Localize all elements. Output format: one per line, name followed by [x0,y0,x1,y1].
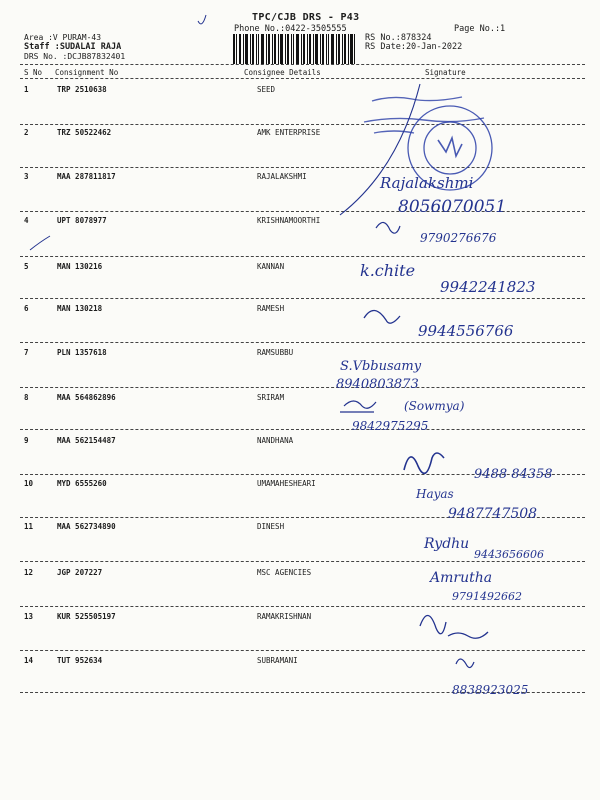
row-serial-number: 8 [24,393,29,402]
drs-number: DRS No. :DCJB87832401 [24,52,126,61]
row-serial-number: 2 [24,128,29,137]
row-divider [20,298,585,299]
table-row [0,348,600,368]
scribble-line [30,236,50,250]
handwritten-phone-14: 8838923025 [452,683,529,697]
row-consignment-number: PLN 1357618 [57,348,107,357]
row-consignee-name: MSC AGENCIES [257,568,312,577]
row-consignee-name: DINESH [257,522,285,531]
row-consignment-number: MAA 562154487 [57,436,116,445]
handwritten-phone-8: 9842975295 [352,419,429,433]
row-serial-number: 10 [24,479,34,488]
row-consignee-name: RAMSUBBU [257,348,294,357]
table-row [0,172,600,192]
handwritten-phone-7: 8940803873 [336,377,419,392]
col-header-sno: S No [24,68,43,77]
table-row [0,656,600,676]
table-row [0,479,600,499]
row-divider [20,211,585,212]
row-divider [20,606,585,607]
row-serial-number: 11 [24,522,34,531]
row-consignment-number: TRZ 50522462 [57,128,112,137]
row-consignee-name: SEED [257,85,276,94]
row-consignee-name: SRIRAM [257,393,285,402]
area-label: Area :V PURAM-43 [24,33,102,42]
row-divider [20,692,585,693]
handwritten-phone-11: 9443656606 [474,548,544,561]
row-divider [20,517,585,518]
handwritten-name-11: Rydhu [424,536,470,552]
row-serial-number: 1 [24,85,29,94]
table-row [0,85,600,105]
handwritten-name-7: S.Vbbusamy [340,359,422,374]
row-divider [20,387,585,388]
handwritten-name-3: Rajalakshmi [380,174,474,192]
table-row [0,522,600,542]
row-consignee-name: KRISHNAMOORTHI [257,216,321,225]
row-consignee-name: NANDHANA [257,436,294,445]
phone-number: Phone No.:0422-3505555 [234,24,347,34]
row-consignee-name: SUBRAMANI [257,656,298,665]
handwritten-phone-6: 9944556766 [418,322,514,340]
row-serial-number: 4 [24,216,29,225]
row-divider [20,256,585,257]
table-row [0,568,600,588]
row-serial-number: 14 [24,656,34,665]
table-row [0,393,600,413]
handwritten-phone-5: 9942241823 [440,278,536,296]
handwritten-name-12: Amrutha [430,570,493,586]
table-row [0,216,600,236]
handwritten-phone-12: 9791492662 [452,590,522,603]
row-divider [20,167,585,168]
handwritten-phone-3: 8056070051 [398,197,507,217]
page-number: Page No.:1 [454,24,506,34]
tick-mark [198,15,206,24]
row-consignment-number: KUR 525505197 [57,612,116,621]
col-header-consignee: Consignee Details [244,68,321,77]
table-row [0,612,600,632]
row-consignee-name: RAMESH [257,304,285,313]
row-serial-number: 3 [24,172,29,181]
table-row [0,436,600,456]
divider [20,64,585,65]
col-header-consignment: Consignment No [55,68,119,77]
row-consignment-number: MAN 130218 [57,304,103,313]
row-consignee-name: AMK ENTERPRISE [257,128,321,137]
row-consignment-number: MAA 564862896 [57,393,116,402]
divider [20,78,585,79]
row-consignment-number: MAA 287811817 [57,172,116,181]
row-consignee-name: RAMAKRISHNAN [257,612,312,621]
row-divider [20,561,585,562]
sheet-title: TPC/CJB DRS - P43 [252,12,360,23]
row-consignment-number: TRP 2510638 [57,85,107,94]
row-consignment-number: MAA 562734890 [57,522,116,531]
row-divider [20,429,585,430]
handwritten-phone-10: 9487747508 [448,506,538,522]
handwritten-name-5: k.chite [360,261,416,280]
row-serial-number: 6 [24,304,29,313]
row-consignment-number: UPT 8078977 [57,216,107,225]
handwritten-name-8: (Sowmya) [404,399,465,413]
staff-label: Staff :SUDALAI RAJA [24,42,122,52]
row-divider [20,124,585,125]
row-serial-number: 5 [24,262,29,271]
barcode-image [233,34,355,64]
handwritten-name-10: Hayas [416,487,454,501]
row-consignment-number: JGP 207227 [57,568,103,577]
row-serial-number: 12 [24,568,34,577]
row-divider [20,474,585,475]
col-header-signature: Signature [425,68,466,77]
row-consignment-number: MYD 6555260 [57,479,107,488]
row-consignment-number: TUT 952634 [57,656,103,665]
rs-date: RS Date:20-Jan-2022 [365,42,463,52]
row-serial-number: 9 [24,436,29,445]
table-row [0,262,600,282]
row-consignee-name: UMAMAHESHEARI [257,479,316,488]
row-consignee-name: KANNAN [257,262,285,271]
table-row [0,304,600,324]
signature-mark-9 [404,453,444,473]
handwritten-phone-9: 9488 84358 [474,467,553,482]
row-consignee-name: RAJALAKSHMI [257,172,307,181]
handwritten-phone-4: 9790276676 [420,231,497,245]
row-divider [20,650,585,651]
row-divider [20,342,585,343]
row-serial-number: 13 [24,612,34,621]
rs-number: RS No.:878324 [365,33,432,43]
table-row [0,128,600,148]
row-serial-number: 7 [24,348,29,357]
row-consignment-number: MAN 130216 [57,262,103,271]
